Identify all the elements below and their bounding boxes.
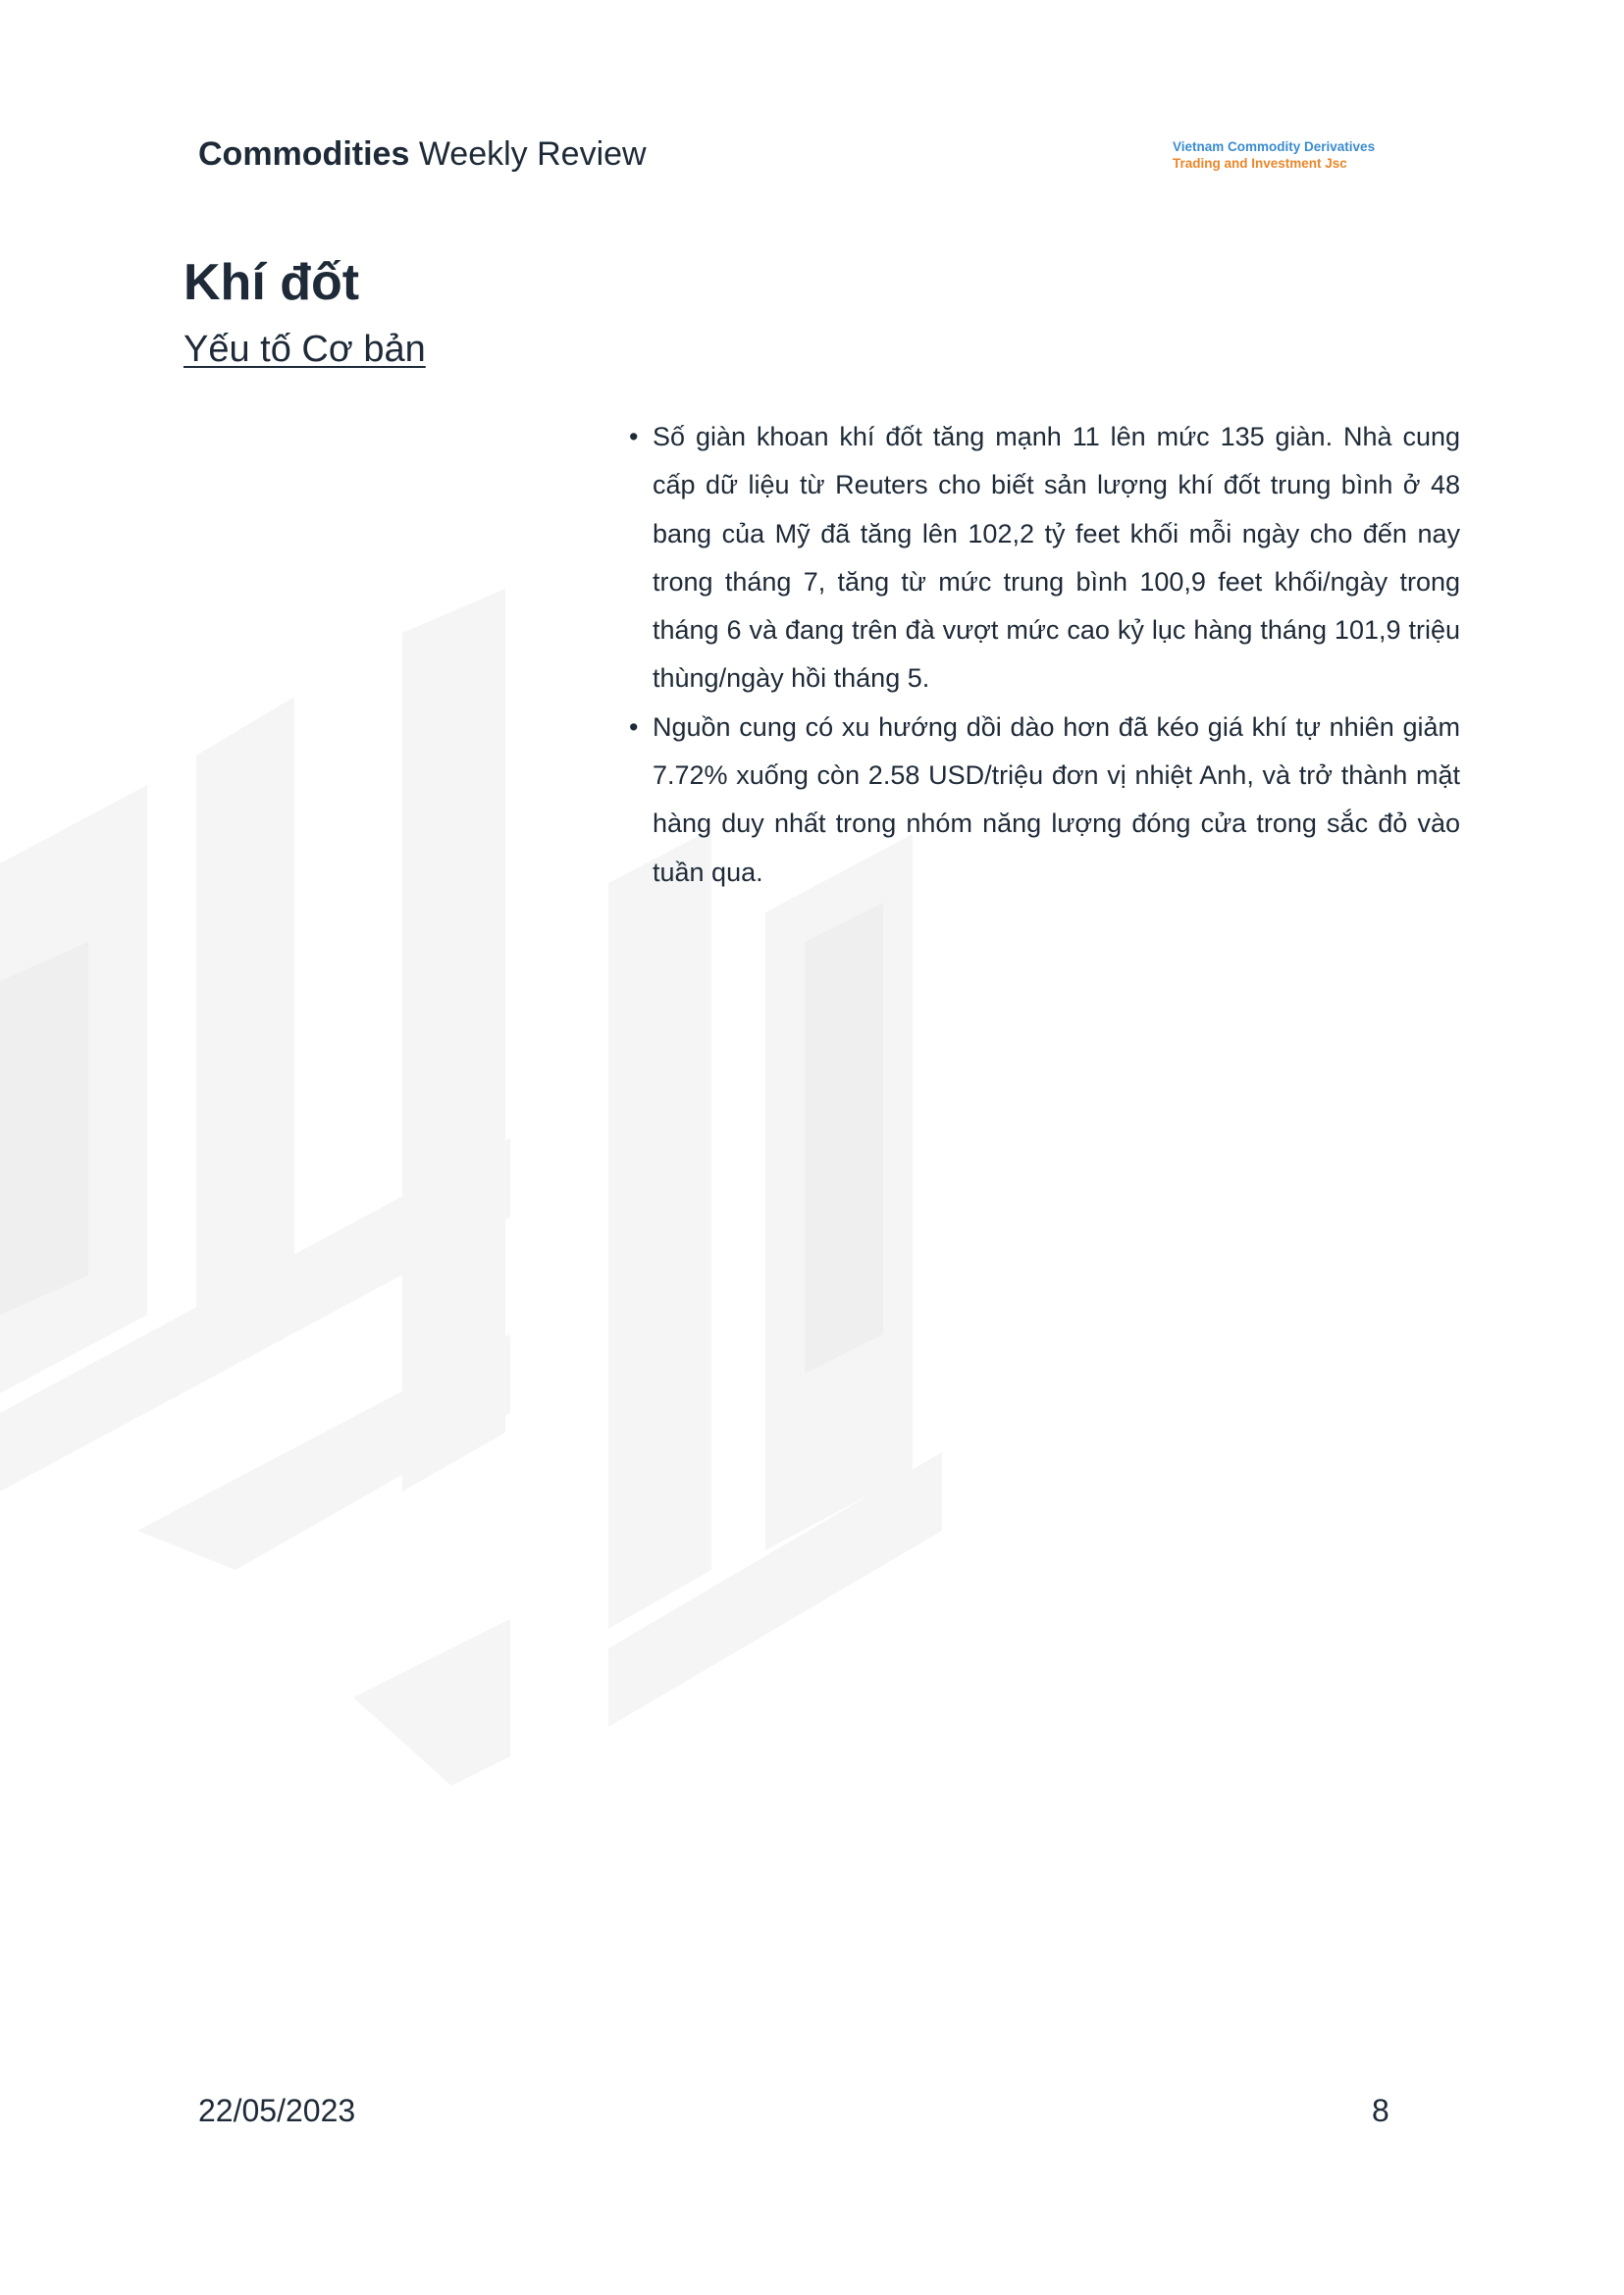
report-title xyxy=(198,135,647,174)
section-title: Khí đốt xyxy=(183,254,360,311)
footer-date: 22/05/2023 xyxy=(198,2093,356,2128)
bullet-glyph: • xyxy=(629,422,639,451)
bullet-item xyxy=(628,413,1460,704)
company-logo-text xyxy=(1173,138,1375,172)
bullet-text: Số giàn khoan khí đốt tăng mạnh 11 lên mức 135 giàn. Nhà cung cấp dữ liệu từ Reuters cho biết sản lượng khí đốt trung bình ở 48 bang của Mỹ đã tăng lên 102,2 tỷ feet khối mỗi ngày cho đến nay trong tháng 7, tăng từ mức trung bình 100,9 feet khối/ngày trong tháng 6 và đang trên đà vượt mức cao kỷ lục hàng tháng 101,9 triệu thùng/ngày hồi tháng 5. xyxy=(653,422,1460,694)
bullet-glyph: • xyxy=(629,711,639,742)
report-title-bold: Commodities xyxy=(198,135,410,173)
bullet-item xyxy=(628,704,1460,897)
report-title-light: Weekly Review xyxy=(418,135,647,173)
bullet-list xyxy=(628,413,1460,897)
page-number: 8 xyxy=(1372,2093,1389,2128)
company-name-line1: Vietnam Commodity Derivatives xyxy=(1173,139,1376,154)
section-subtitle: Yếu tố Cơ bản xyxy=(183,329,426,370)
company-name-line2: Trading and Investment Jsc xyxy=(1173,156,1347,171)
bullet-text: Nguồn cung có xu hướng dồi dào hơn đã kéo giá khí tự nhiên giảm 7.72% xuống còn 2.58 USD/triệu đơn vị nhiệt Anh, và trở thành mặt hàng duy nhất trong nhóm năng lượng đóng cửa trong sắc đỏ vào tuần qua. xyxy=(653,711,1460,887)
